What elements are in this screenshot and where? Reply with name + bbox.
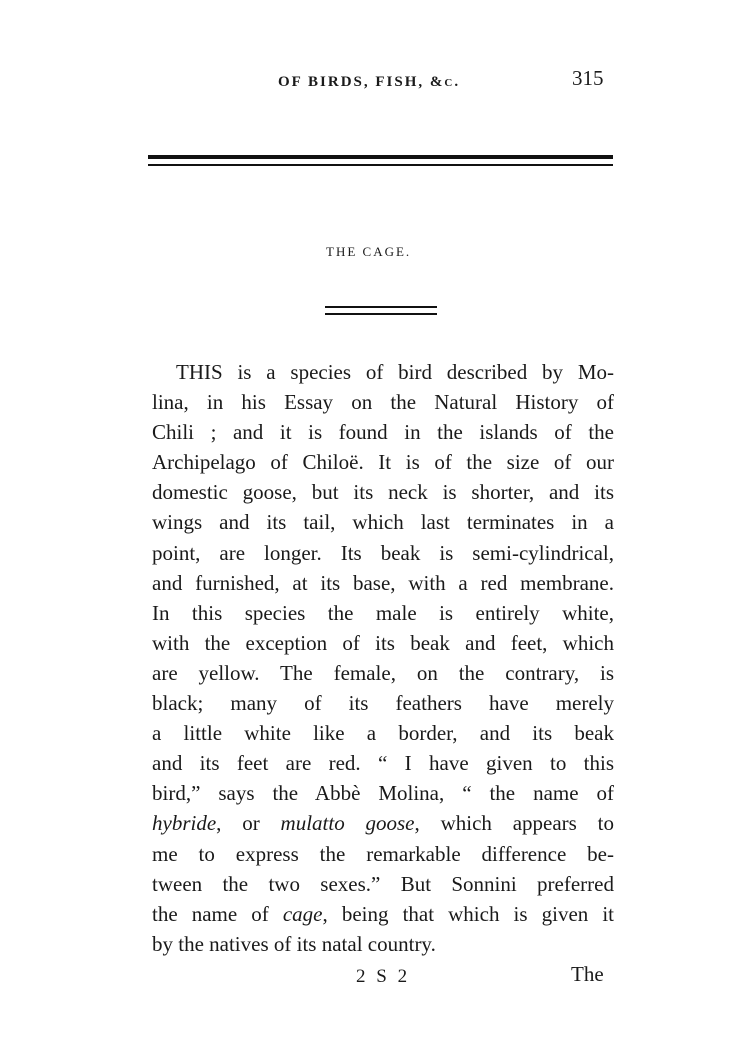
text-line: In this species the male is entirely white, [152, 600, 614, 625]
text-line: a little white like a border, and its beak [152, 721, 614, 746]
text-line: tween the two sexes.” But Sonnini preferred [152, 871, 614, 896]
text-line: Archipelago of Chiloë. It is of the size of our [152, 450, 614, 475]
text-line: black; many of its feathers have merely [152, 691, 614, 716]
text-line: bird,” says the Abbè Molina, “ the name of [152, 781, 614, 806]
page-number: 315 [572, 66, 604, 90]
italic-term: cage [282, 901, 323, 926]
header-rule-thick [148, 155, 613, 159]
text-line [152, 808, 614, 838]
header-rule-thin [148, 164, 613, 166]
catchword: The [571, 962, 604, 986]
text-line: Chili ; and it is found in the islands of the [152, 420, 614, 445]
text-line: and its feet are red. “ I have given to this [152, 751, 614, 776]
title-rule-lower [325, 313, 437, 315]
text-line: domestic goose, but its neck is shorter, and its [152, 480, 614, 505]
text-fragment: the name of [152, 901, 283, 926]
text-line [152, 899, 614, 929]
text-line: with the exception of its beak and feet, which [152, 630, 614, 655]
signature-mark: 2 S 2 [356, 966, 411, 987]
text-line: wings and its tail, which last terminates in a [152, 510, 614, 535]
text-line: by the natives of its natal country. [152, 931, 436, 956]
title-rule-upper [325, 306, 437, 308]
italic-term: mulatto goose [280, 811, 415, 836]
text-line: lina, in his Essay on the Natural History of [152, 390, 614, 415]
text-line: me to express the remarkable difference be- [152, 841, 614, 866]
text-line: are yellow. The female, on the contrary, is [152, 660, 614, 685]
body-paragraph [152, 357, 614, 959]
text-line: THIS is a species of bird described by Mo- [176, 360, 614, 384]
running-title: OF BIRDS, FISH, &c. [278, 74, 461, 90]
italic-term: hybride [152, 811, 217, 836]
text-fragment: , being that which is given it [322, 901, 615, 926]
text-line: and furnished, at its base, with a red membrane. [152, 570, 614, 595]
section-title: THE CAGE. [326, 244, 412, 259]
text-line: point, are longer. Its beak is semi-cylindrical, [152, 540, 614, 565]
text-fragment: , or [216, 811, 281, 836]
text-fragment: , which appears to [414, 811, 614, 836]
